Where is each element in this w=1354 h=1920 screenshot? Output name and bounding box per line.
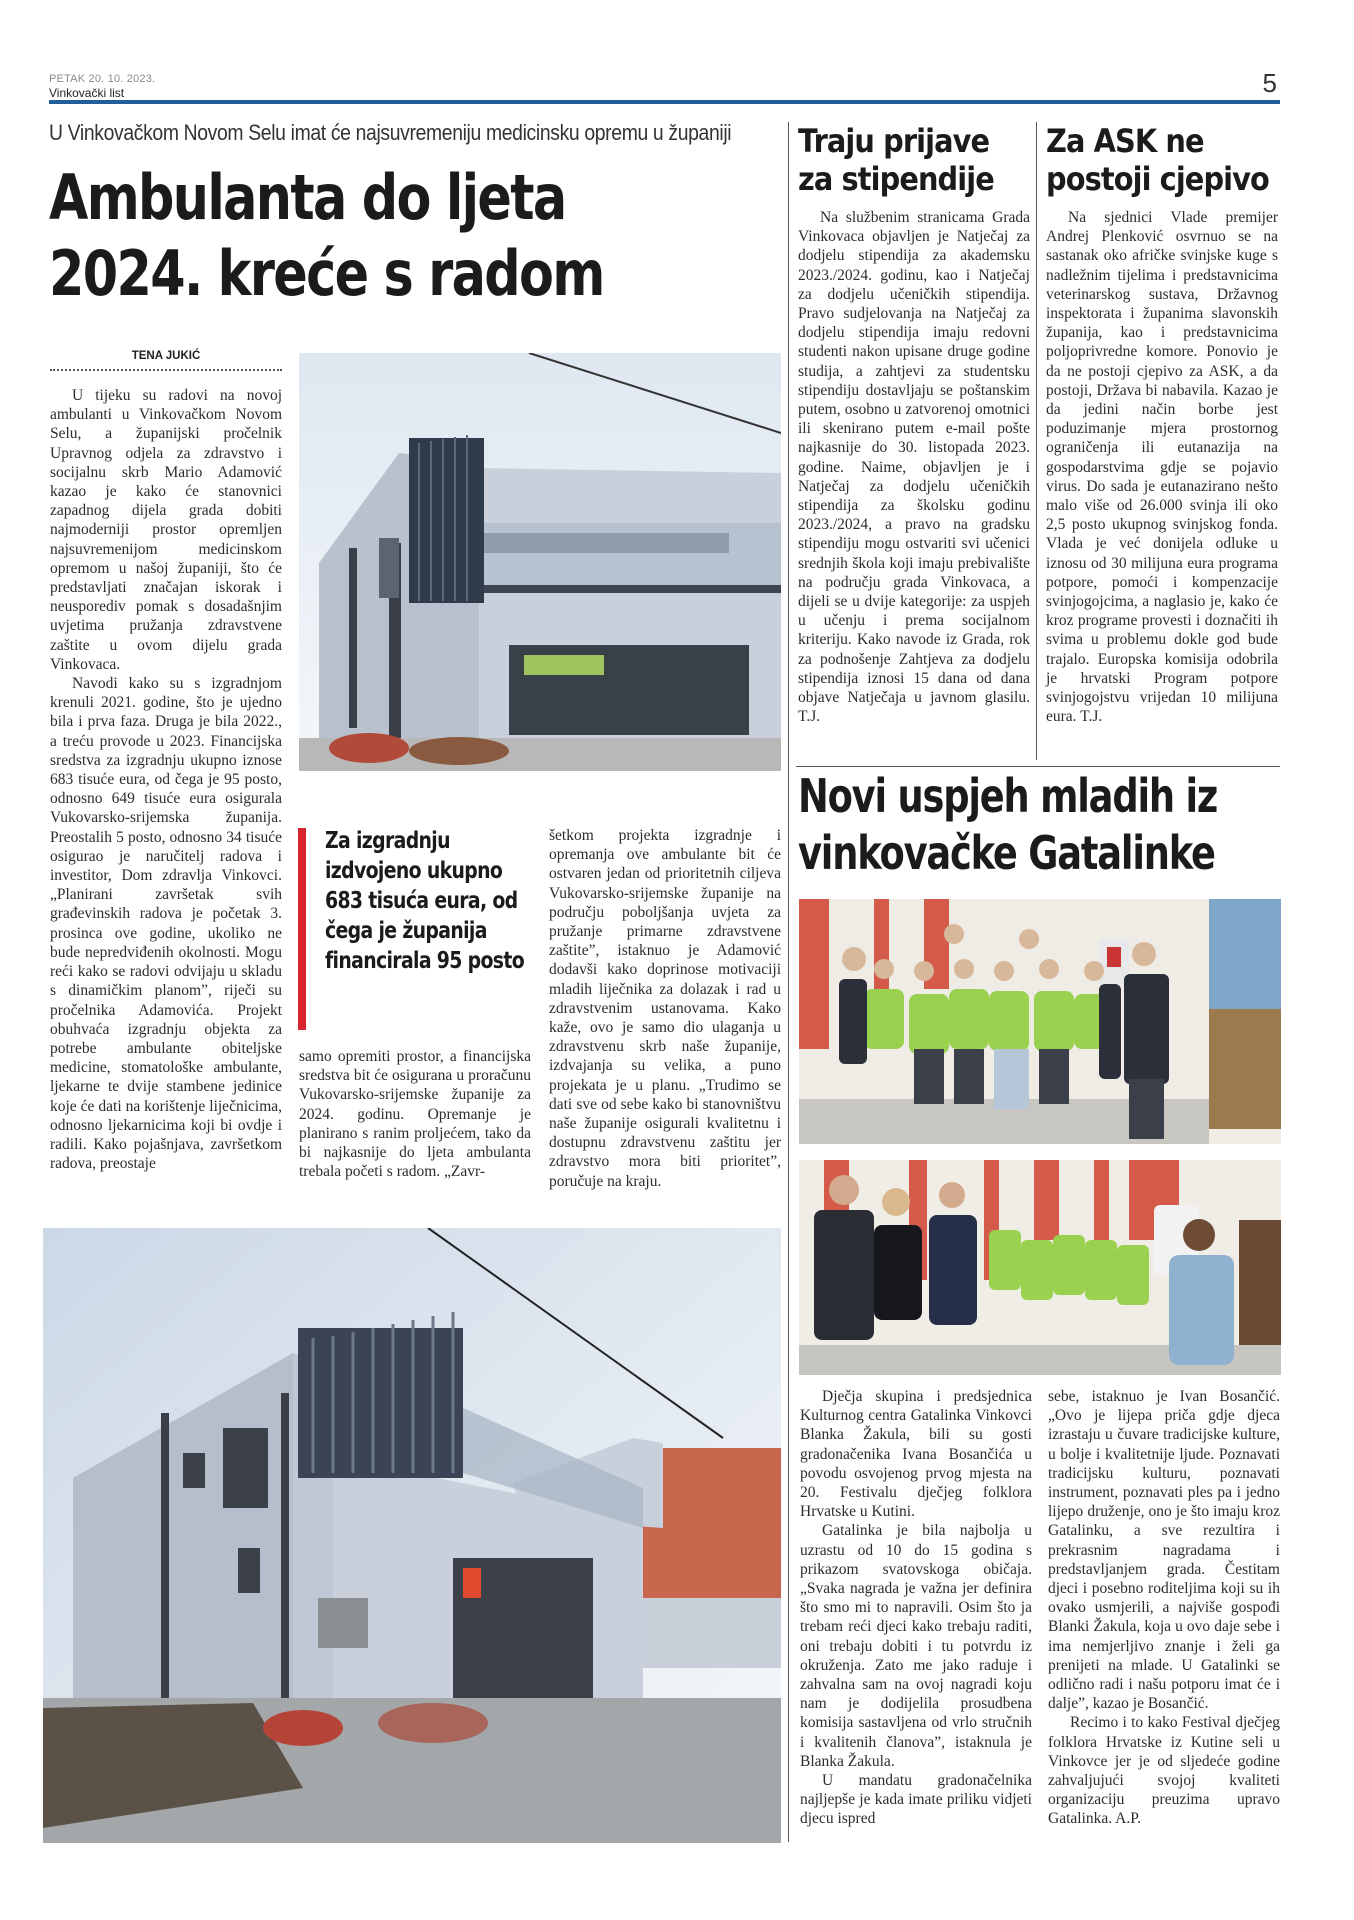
building-photo-graphic — [299, 353, 781, 771]
story-headline — [798, 768, 1217, 882]
meeting-photo-graphic — [799, 1160, 1281, 1375]
group-photo-graphic — [799, 899, 1281, 1144]
article-column-2 — [299, 1047, 531, 1181]
paragraph: šetkom projekta izgradnje i opremanja ove ambulante bit će ostvaren jedan od prioritetnih ciljeva Vukovarsko-srijemske županije na području poboljšanja uvjeta za pružanje primarne zdravstvene zaštite”, istaknuo je Adamović dodavši kako doprinose motivaciji mladih liječnika za dolazak i rad u zdravstvenim ustanovama. Kako kaže, ovo je samo dio ulaganja u zdravstvenu skrb naše županije, izdvajanja su velika, a puno projekata je u planu. „Trudimo se dati sve od sebe kako bi stanovništvu naše županije osigurali kvalitetnu i dostupnu zdravstvenu zaštitu jer zdravstvo mora biti prioritet”, poručuje na kraju. — [549, 827, 781, 1190]
section-divider — [796, 766, 1280, 767]
column-divider — [1036, 122, 1037, 760]
story-column-1 — [800, 1387, 1032, 1829]
brief-headline — [798, 122, 994, 198]
group-photo — [799, 899, 1281, 1144]
article-column-3 — [549, 826, 781, 1191]
story-column-2 — [1048, 1387, 1280, 1829]
paragraph: Dječja skupina i predsjednica Kulturnog centra Gatalinka Vinkovci Blanka Žakula, bili su gosti gradonačenika Ivana Bosančića u povodu osvojenog prvog mjesta na 20. Festivalu dječjeg folklora Hrvatske u Kutini. — [800, 1388, 1032, 1521]
byline-divider — [50, 369, 282, 371]
author-byline: TENA JUKIĆ — [131, 350, 201, 362]
issue-date: PETAK 20. 10. 2023. — [49, 73, 156, 85]
brief-body — [1046, 208, 1278, 726]
paragraph: U mandatu gradonačelnika najljepše je kada imate priliku vidjeti djecu ispred — [800, 1772, 1032, 1828]
masthead — [40, 70, 1280, 106]
ambulance-building-photo-2 — [43, 1228, 781, 1843]
meeting-photo — [799, 1160, 1281, 1375]
headline-line: Za ASK ne — [1046, 122, 1204, 160]
column-divider — [788, 122, 789, 1842]
paragraph: U tijeku su radovi na novoj ambulanti u Vinkovačkom Novom Selu, a županijski pročelnik Upravnog odjela za zdravstvo i socijalnu skrb Mario Adamović kazao je kako će stanovnici zapadnog dijela grada dobiti najmoderniji prostor opremljen najsuvremenijom medicinskom opremom u našoj županiji, što će predstavljati značajan iskorak i neusporediv pomak s dosadašnjim uvjetima pružanja zdravstvene zaštite u ovom dijelu grada Vinkovaca. — [50, 387, 282, 673]
article-headline — [49, 160, 672, 312]
headline-line: Traju prijave — [798, 122, 990, 160]
paragraph: Recimo i to kako Festival dječjeg folklora Hrvatske iz Kutine seli u Vinkovce jer je od sljedeće godine zahvaljujući svojoj kvaliteti organizaciju preuzima upravo Gatalinka. A.P. — [1048, 1714, 1280, 1828]
headline-line: 2024. kreće s radom — [49, 237, 604, 310]
paragraph: Na sjednici Vlade premijer Andrej Plenković osvrnuo se na sastanak oko afričke svinjske kuge s nadležnim tijelima i predstavnicima veterinarskog sustava, Državnog inspektorata i županima slavonskih županija, kao i predstavnicima poljoprivredne komore. Ponovio je da ne postoji cjepivo za ASK, a da postoji, Država bi nabavila. Kazao je da jedini način borbe jest poduzimanje mjera prostornog ograničenja ili eutanazija na gospodarstvima gdje se pojavio virus. Do sada je eutanazirano nešto malo više od 26.000 svinja ili oko 2,5 posto ukupnog svinjskog fonda. Vlada je već donijela odluke u iznosu od 30 milijuna eura programa potpore, pomoći i kompenzacije svinjogojcima, a naglasio je, kako će kroz programe provesti i doznačiti ih svima u problemu dokle god bude trajalo. Europska komisija odobrila je hrvatski Program potpore svinjogojstvu vrijedan 10 milijuna eura. T.J. — [1046, 209, 1278, 726]
headline-line: vinkovačke Gatalinke — [798, 826, 1215, 880]
page-number: 5 — [1262, 68, 1277, 98]
brief-body — [798, 208, 1030, 726]
paragraph: sebe, istaknuo je Ivan Bosančić. „Ovo je lijepa priča gdje djeca izrastaju u čuvare tradicijske kulture, u bolje i kvalitetnije ljude. Poznavati tradicijsku kulturu, poznavati instrument, poznavati ples pa i jedno lijepo druženje, ono je što imaju kroz Gatalinku, a sve rezultira i prekrasnim nagradama i predstavljanjem grada. Čestitam djeci i posebno roditeljima koji su ih ovako usmjerili, a najviše gospođi Blanki Žakula, koja u ovo daje sebe i ima nemjerljivo znanje i želi ga prenijeti na mlade. U Gatalinki se odlično radi i našu potporu imat će i dalje”, kazao je Bosančić. — [1048, 1388, 1280, 1713]
paragraph: Na službenim stranicama Grada Vinkovaca objavljen je Natječaj za dodjelu stipendija za akademsku 2023./2024. godinu, kao i Natječaj za dodjelu učeničkih stipendija. Pravo sudjelovanja na Natječaj za dodjelu stipendija imaju redovni studenti nakon upisane druge godine studija, a zahtjevi za studentsku stipendiju dostavljaju se poštanskim putem, osobno u zatvorenoj omotnici ili skenirano putem e-mail pošte najkasnije do 30. listopada 2023. godine. Naime, objavljen je i Natječaj za dodjelu učeničkih stipendija za školsku godinu 2023./2024, a pravo na gradsku stipendiju mogu ostvariti svi učenici srednjih škola koji imaju prebivalište na području grada Vinkovaca, a dijeli se u dvije kategorije: za uspjeh u učenju i prema socijalnom kriteriju. Kako navode iz Grada, rok za podnošenje Zahtjeva za dodjelu stipendija iznosi 15 dana od dana objave Natječaja u javnom glasilu. T.J. — [798, 209, 1030, 726]
pull-quote — [298, 828, 538, 1033]
paragraph: Gatalinka je bila najbolja u uzrastu od 10 do 15 godina s prikazom svatovskoga običaja. „Svaka nagrada je važna jer definira što smo mi to napravili. Osim što ja trebam reći djeci kako trebaju raditi, oni trebaju dobiti i tu potvrdu iz okruženja. Zato me jako raduje i zahvalna sam na ovoj nagradi koju nam je dodijelila prosudbena komisija sastavljena od vrlo stručnih i kvalitenih članova”, istaknula je Blanka Žakula. — [800, 1522, 1032, 1770]
ambulance-building-photo — [299, 353, 781, 771]
masthead-rule — [49, 100, 1280, 104]
building-photo-graphic — [43, 1228, 781, 1843]
article-kicker: U Vinkovačkom Novom Selu imat će najsuvremeniju medicinsku opremu u županiji — [49, 120, 732, 145]
headline-line: Novi uspjeh mladih iz — [798, 769, 1218, 823]
newspaper-name: Vinkovački list — [49, 86, 125, 100]
pull-quote-bar — [298, 828, 306, 1030]
headline-line: postoji cjepivo — [1046, 160, 1269, 198]
pull-quote-text: Za izgradnju izdvojeno ukupno 683 tisuća eura, od čega je županija financirala 95 posto — [325, 828, 525, 974]
brief-headline — [1046, 122, 1269, 198]
headline-line: Ambulanta do ljeta — [49, 161, 566, 234]
headline-line: za stipendije — [798, 160, 994, 198]
article-column-1 — [50, 386, 282, 1173]
paragraph: Navodi kako su s izgradnjom krenuli 2021. godine, što je ujedno bila i prva faza. Druga je bila 2022., a treću provode u 2023. Financijska sredstva za izgradnju ukupno iznose 683 tisuće eura, od čega je 95 posto, odnosno 649 tisuće eura osigurala Vukovarsko-srijemska županija. Preostalih 5 posto, odnosno 34 tisuće osigurao je naručitelj radova i investitor, Dom zdravlja Vinkovci. „Planirani završetak svih građevinskih radova je početak 3. prosinca ove godine, ukoliko ne bude nepredviđenih okolnosti. Mogu reći kako se radovi odvijaju u skladu s dinamičkim planom”, riječi su pročelnika Adamovića. Projekt obuhvaća izgradnju objekta za potrebe ambulante obiteljske medicine, stomatološke ambulante, ljekarne te dvije stambene jedinice koje će dati na korištenje liječnicima, odnosno ljekarnicima koji bi ovdje i radili. Kako pojašnjava, završetkom radova, preostaje — [50, 675, 282, 1173]
paragraph: samo opremiti prostor, a financijska sredstva bit će osigurana u proračunu Vukovarsko-srijemske županije za 2024. godinu. Opremanje je planirano s ranim proljećem, tako da bi najkasnije do ljeta ambulanta trebala početi s radom. „Zavr- — [299, 1048, 531, 1181]
